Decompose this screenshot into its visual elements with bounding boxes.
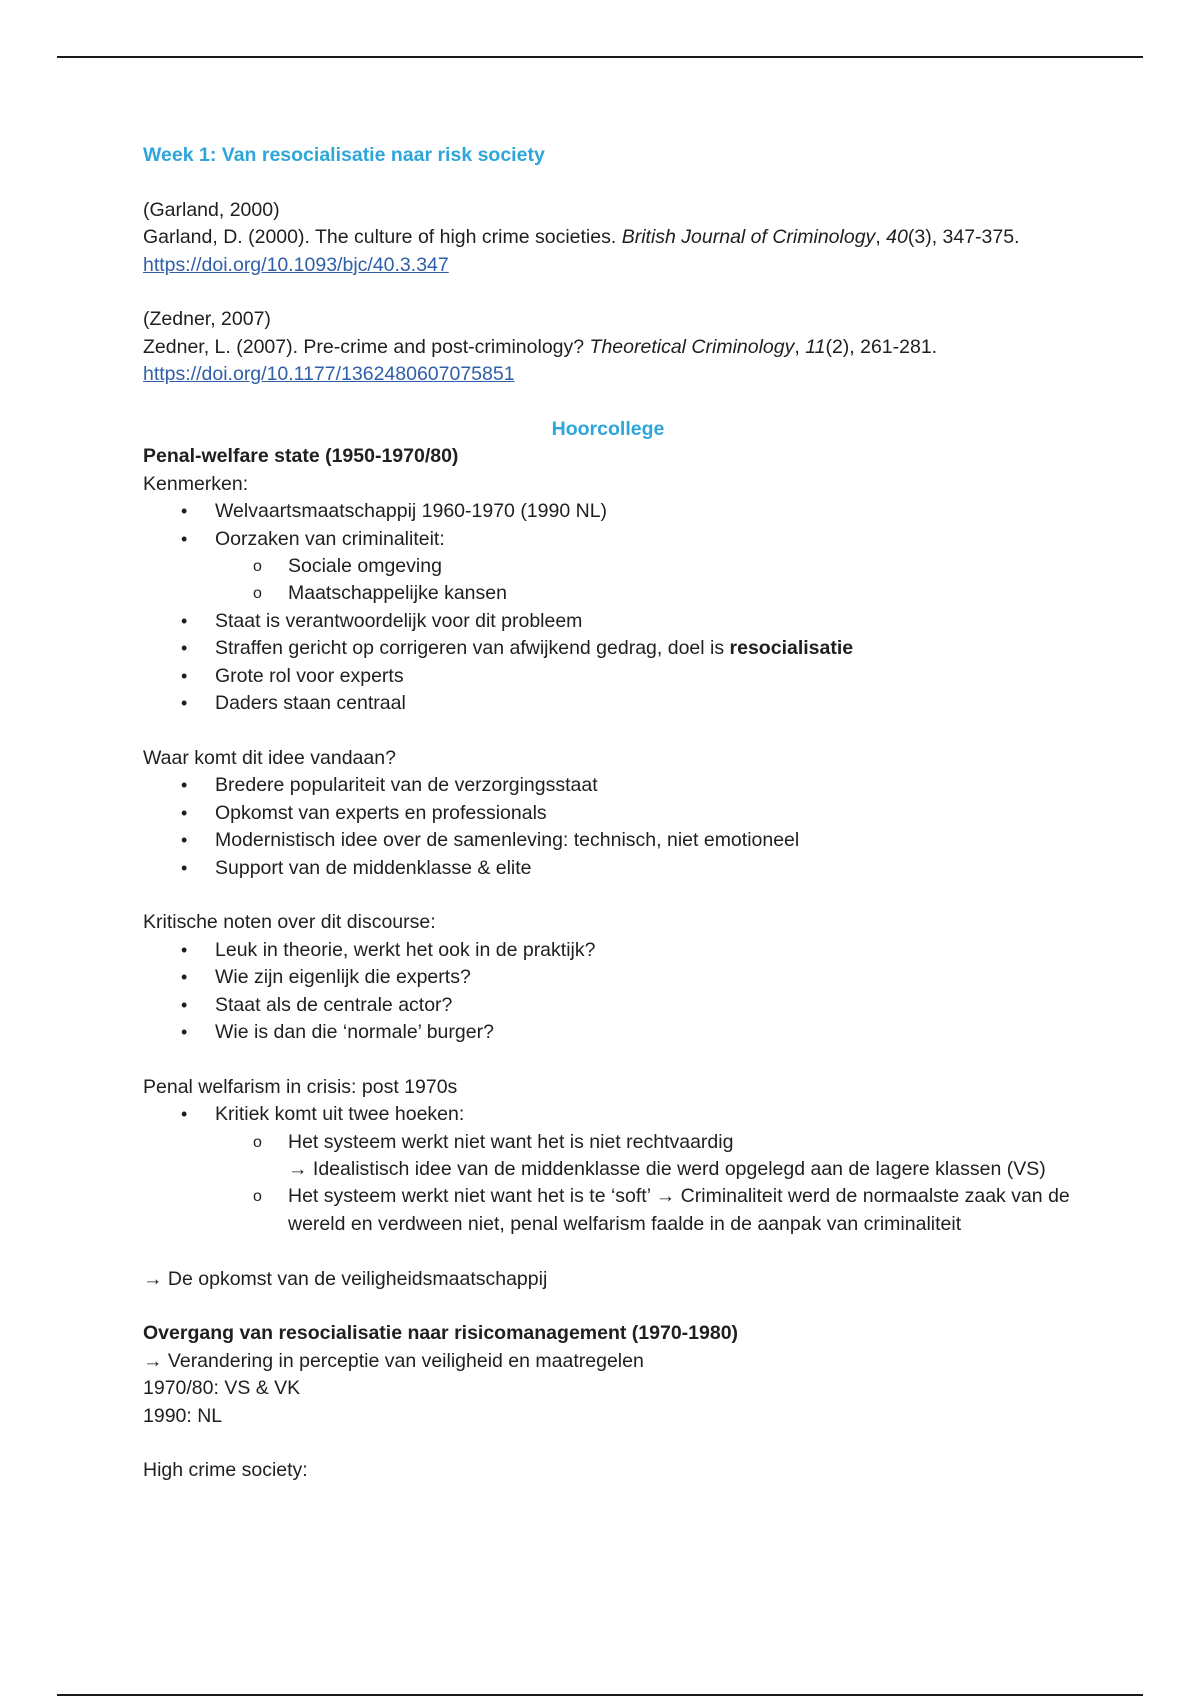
reference-cite: (Garland, 2000)	[143, 198, 280, 221]
circle-bullet-icon: o	[253, 1133, 262, 1151]
page-title: Week 1: Van resocialisatie naar risk society	[143, 144, 545, 166]
list-item-text: Staat is verantwoordelijk voor dit probleem	[215, 609, 583, 632]
list-item	[143, 1101, 1073, 1128]
bullet-icon: •	[181, 775, 188, 796]
critic-intro: Kritische noten over dit discourse:	[143, 911, 436, 934]
crisis-intro: Penal welfarism in crisis: post 1970s	[143, 1075, 458, 1098]
transition-line: 1990: NL	[143, 1404, 223, 1427]
list-item	[143, 608, 1073, 635]
list-item	[143, 498, 1073, 525]
crisis-list	[143, 1101, 1073, 1238]
origin-question: Waar komt dit idee vandaan?	[143, 746, 396, 769]
reference-volume: 11	[805, 335, 826, 358]
reference-authors: Zedner, L. (2007). Pre-crime and post-criminology?	[143, 335, 590, 358]
header-rule	[57, 56, 1143, 58]
bullet-icon: •	[181, 1021, 188, 1042]
list-item	[143, 855, 1073, 882]
circle-bullet-icon: o	[253, 1188, 262, 1206]
bullet-icon: •	[181, 501, 188, 522]
emphasis-text: resocialisatie	[729, 637, 854, 660]
bullet-icon: •	[181, 994, 188, 1015]
section-heading: Hoorcollege	[551, 418, 665, 441]
reference-zedner	[143, 306, 1073, 388]
bullet-icon: •	[181, 1104, 188, 1125]
list-item-text: Oorzaken van criminaliteit:	[215, 527, 445, 550]
bullet-icon: •	[181, 638, 188, 659]
doi-link[interactable]: https://doi.org/10.1093/bjc/40.3.347	[143, 253, 449, 276]
list-item	[143, 800, 1073, 827]
list-item	[143, 526, 1073, 553]
transition-line: 1970/80: VS & VK	[143, 1377, 301, 1400]
reference-pages: (2), 261-281.	[825, 335, 938, 358]
transition-line: → Verandering in perceptie van veiligheid en maatregelen	[143, 1349, 644, 1372]
bullet-icon: •	[181, 830, 188, 851]
reference-authors: Garland, D. (2000). The culture of high crime societies.	[143, 226, 622, 249]
bullet-icon: •	[181, 857, 188, 878]
list-item-text: Daders staan centraal	[215, 692, 406, 715]
bullet-icon: •	[181, 610, 188, 631]
list-item-text: Leuk in theorie, werkt het ook in de praktijk?	[215, 938, 596, 961]
list-item-text: Wie zijn eigenlijk die experts?	[215, 966, 471, 989]
transition-heading: Overgang van resocialisatie naar risicomanagement (1970-1980)	[143, 1322, 739, 1345]
circle-bullet-icon: o	[253, 585, 262, 603]
circle-bullet-icon: o	[253, 558, 262, 576]
sub-list-item	[143, 1129, 1073, 1184]
bullet-icon: •	[181, 802, 188, 823]
list-item	[143, 772, 1073, 799]
list-item	[143, 964, 1073, 991]
list-item-text: Sociale omgeving	[288, 555, 442, 578]
list-item-text: Opkomst van experts en professionals	[215, 801, 547, 824]
list-item	[143, 635, 1073, 662]
bullet-icon: •	[181, 939, 188, 960]
list-item-text: Straffen gericht op corrigeren van afwijkend gedrag, doel is	[215, 637, 730, 660]
list-item	[143, 827, 1073, 854]
bullet-icon: •	[181, 967, 188, 988]
kenmerken-label: Kenmerken:	[143, 472, 249, 495]
list-item-text: Het systeem werkt niet want het is niet rechtvaardig	[288, 1130, 734, 1153]
bullet-icon: •	[181, 665, 188, 686]
origin-list	[143, 772, 1073, 882]
reference-text	[143, 334, 1073, 361]
reference-garland	[143, 197, 1073, 279]
list-item-text: Modernistisch idee over de samenleving: technisch, niet emotioneel	[215, 829, 800, 852]
bullet-icon: •	[181, 528, 188, 549]
list-item-text: Het systeem werkt niet want het is te ‘soft’ → Criminaliteit werd de normaalste zaak van de wereld en verdween niet, penal welfarism faalde in de aanpak van criminaliteit	[288, 1185, 1070, 1235]
bullet-icon: •	[181, 693, 188, 714]
list-item-text: Bredere populariteit van de verzorgingsstaat	[215, 774, 598, 797]
reference-separator: ,	[794, 335, 806, 358]
list-item-text: Staat als de centrale actor?	[215, 993, 453, 1016]
reference-journal: British Journal of Criminology	[621, 226, 876, 249]
critic-list	[143, 937, 1073, 1047]
penal-welfare-heading: Penal-welfare state (1950-1970/80)	[143, 445, 459, 468]
sub-list-item	[143, 580, 1073, 607]
list-item	[143, 690, 1073, 717]
sub-list-item	[143, 553, 1073, 580]
list-item	[143, 992, 1073, 1019]
doi-link[interactable]: https://doi.org/10.1177/1362480607075851	[143, 363, 515, 386]
arrow-note: → De opkomst van de veiligheidsmaatschappij	[143, 1267, 548, 1290]
reference-separator: ,	[875, 226, 887, 249]
reference-journal: Theoretical Criminology	[589, 335, 795, 358]
footer-rule	[57, 1694, 1143, 1696]
reference-cite: (Zedner, 2007)	[143, 308, 271, 331]
reference-volume: 40	[886, 226, 908, 249]
list-item-continuation: → Idealistisch idee van de middenklasse die werd opgelegd aan de lagere klassen (VS)	[288, 1157, 1046, 1180]
document-page	[143, 142, 1073, 1485]
reference-text	[143, 224, 1073, 251]
list-item-text: Maatschappelijke kansen	[288, 582, 507, 605]
kenmerken-list	[143, 498, 1073, 717]
list-item	[143, 663, 1073, 690]
list-item-text: Support van de middenklasse & elite	[215, 856, 532, 879]
reference-pages: (3), 347-375.	[907, 226, 1020, 249]
sub-list-item	[143, 1183, 1073, 1238]
list-item-text: Welvaartsmaatschappij 1960-1970 (1990 NL)	[215, 500, 608, 523]
list-item-text: Wie is dan die ‘normale’ burger?	[215, 1020, 494, 1043]
list-item-text: Kritiek komt uit twee hoeken:	[215, 1103, 465, 1126]
high-crime-label: High crime society:	[143, 1459, 308, 1482]
list-item-text: Grote rol voor experts	[215, 664, 404, 687]
list-item	[143, 1019, 1073, 1046]
list-item	[143, 937, 1073, 964]
